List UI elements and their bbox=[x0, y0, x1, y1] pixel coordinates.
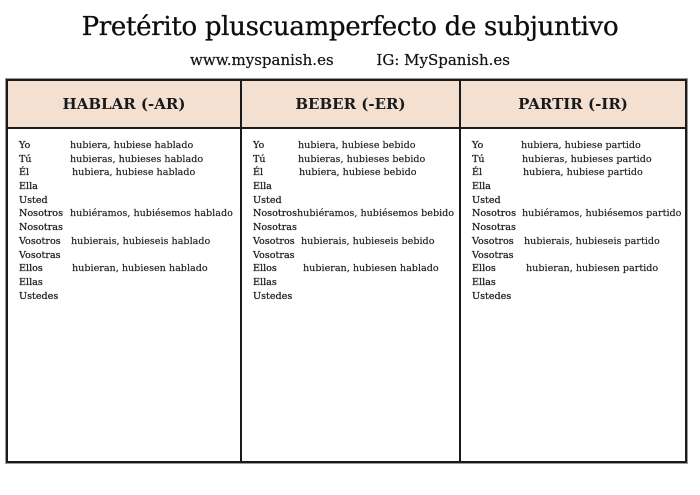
pronoun: Usted bbox=[19, 194, 48, 206]
pronoun: Tú bbox=[472, 153, 485, 165]
conjugated-form: hubierais, hubieseis hablado bbox=[71, 235, 211, 247]
conjugated-form: hubiera, hubiese partido bbox=[523, 167, 643, 179]
pronoun: Nosotras bbox=[472, 222, 516, 234]
conjugated-form: hubiera, hubiese bebido bbox=[299, 167, 417, 179]
pronoun: Ella bbox=[253, 181, 272, 193]
conjugated-form: hubiera, hubiese partido bbox=[521, 140, 641, 151]
column-heading: PARTIR (-IR) bbox=[461, 81, 685, 129]
pronoun: Ellos bbox=[253, 263, 277, 275]
conjugation-row bbox=[253, 262, 459, 276]
conjugation-row bbox=[253, 139, 459, 153]
column-heading: BEBER (-ER) bbox=[242, 81, 459, 129]
pronoun: Ustedes bbox=[19, 290, 59, 302]
instagram-handle: IG: MySpanish.es bbox=[376, 51, 510, 69]
subtitle bbox=[0, 51, 700, 69]
conjugation-row bbox=[253, 207, 459, 221]
column-beber bbox=[242, 81, 461, 461]
conjugation-row bbox=[472, 249, 685, 263]
conjugation-row bbox=[472, 194, 685, 208]
conjugation-row bbox=[253, 153, 459, 167]
pronoun: Nosotros bbox=[19, 208, 64, 220]
pronoun: Él bbox=[472, 167, 483, 179]
pronoun: Nosotras bbox=[253, 222, 297, 234]
pronoun: Vosotras bbox=[253, 249, 295, 261]
conjugation-row bbox=[253, 249, 459, 263]
column-body bbox=[242, 129, 459, 303]
conjugated-form: hubiera, hubiese hablado bbox=[72, 167, 196, 179]
conjugated-form: hubiéramos, hubiésemos partido bbox=[522, 208, 682, 220]
pronoun: Nosotros bbox=[472, 208, 517, 220]
conjugation-row bbox=[472, 276, 685, 290]
conjugation-row bbox=[19, 249, 240, 263]
conjugated-form: hubieras, hubieses bebido bbox=[298, 153, 426, 165]
column-hablar bbox=[8, 81, 242, 461]
pronoun: Ustedes bbox=[472, 290, 512, 302]
website-text: www.myspanish.es bbox=[190, 51, 334, 69]
pronoun: Él bbox=[253, 167, 264, 179]
pronoun: Nosotras bbox=[19, 222, 63, 234]
pronoun: Tú bbox=[19, 153, 32, 165]
conjugation-row bbox=[19, 153, 240, 167]
conjugation-row bbox=[472, 153, 685, 167]
pronoun: Vosotras bbox=[472, 249, 514, 261]
conjugated-form: hubieras, hubieses partido bbox=[522, 153, 652, 165]
conjugated-form: hubieran, hubiesen hablado bbox=[303, 263, 439, 275]
conjugated-form: hubiera, hubiese hablado bbox=[70, 140, 194, 151]
conjugation-row bbox=[19, 221, 240, 235]
pronoun: Yo bbox=[253, 140, 265, 151]
conjugation-row bbox=[472, 207, 685, 221]
conjugation-row bbox=[253, 180, 459, 194]
conjugation-row bbox=[472, 262, 685, 276]
conjugation-row bbox=[253, 290, 459, 304]
conjugation-row bbox=[19, 290, 240, 304]
pronoun: Ellos bbox=[472, 263, 496, 275]
pronoun: Ellas bbox=[472, 276, 496, 288]
conjugation-row bbox=[472, 235, 685, 249]
conjugation-row bbox=[19, 276, 240, 290]
pronoun: Usted bbox=[253, 194, 282, 206]
pronoun: Ustedes bbox=[253, 290, 293, 302]
conjugation-row bbox=[19, 180, 240, 194]
column-body bbox=[8, 129, 240, 303]
conjugation-row bbox=[19, 194, 240, 208]
pronoun: Usted bbox=[472, 194, 501, 206]
pronoun: Vosotros bbox=[253, 235, 295, 247]
conjugation-table bbox=[6, 79, 687, 463]
pronoun: Ella bbox=[19, 181, 38, 193]
conjugation-row bbox=[253, 194, 459, 208]
conjugation-row bbox=[472, 180, 685, 194]
pronoun: Yo bbox=[472, 140, 484, 151]
conjugation-row bbox=[253, 276, 459, 290]
column-body bbox=[461, 129, 685, 303]
column-partir bbox=[461, 81, 685, 461]
conjugation-row bbox=[19, 207, 240, 221]
conjugated-form: hubiéramos, hubiésemos bebido bbox=[297, 208, 455, 220]
pronoun: Ella bbox=[472, 181, 491, 193]
page-title: Pretérito pluscuamperfecto de subjuntivo bbox=[81, 12, 619, 42]
conjugated-form: hubiera, hubiese bebido bbox=[298, 140, 416, 151]
pronoun: Él bbox=[19, 167, 30, 179]
conjugation-row bbox=[19, 262, 240, 276]
pronoun: Ellas bbox=[19, 276, 43, 288]
conjugation-row bbox=[472, 139, 685, 153]
pronoun: Ellos bbox=[19, 263, 43, 275]
conjugation-row bbox=[19, 235, 240, 249]
conjugation-row bbox=[472, 166, 685, 180]
conjugation-row bbox=[253, 166, 459, 180]
pronoun: Vosotros bbox=[472, 235, 514, 247]
conjugation-row bbox=[19, 139, 240, 153]
conjugation-row bbox=[19, 166, 240, 180]
pronoun: Vosotras bbox=[19, 249, 61, 261]
conjugation-row bbox=[253, 221, 459, 235]
conjugated-form: hubieran, hubiesen hablado bbox=[72, 263, 208, 275]
pronoun: Vosotros bbox=[19, 235, 61, 247]
conjugated-form: hubieran, hubiesen partido bbox=[526, 263, 659, 275]
column-heading: HABLAR (-AR) bbox=[8, 81, 240, 129]
pronoun: Tú bbox=[253, 153, 266, 165]
conjugated-form: hubiéramos, hubiésemos hablado bbox=[70, 208, 233, 220]
conjugation-row bbox=[253, 235, 459, 249]
conjugated-form: hubieras, hubieses hablado bbox=[70, 153, 204, 165]
conjugation-row bbox=[472, 221, 685, 235]
conjugation-row bbox=[472, 290, 685, 304]
pronoun: Yo bbox=[19, 140, 31, 151]
conjugated-form: hubierais, hubieseis partido bbox=[524, 235, 660, 247]
pronoun: Nosotros bbox=[253, 208, 298, 220]
pronoun: Ellas bbox=[253, 276, 277, 288]
conjugated-form: hubierais, hubieseis bebido bbox=[301, 235, 435, 247]
